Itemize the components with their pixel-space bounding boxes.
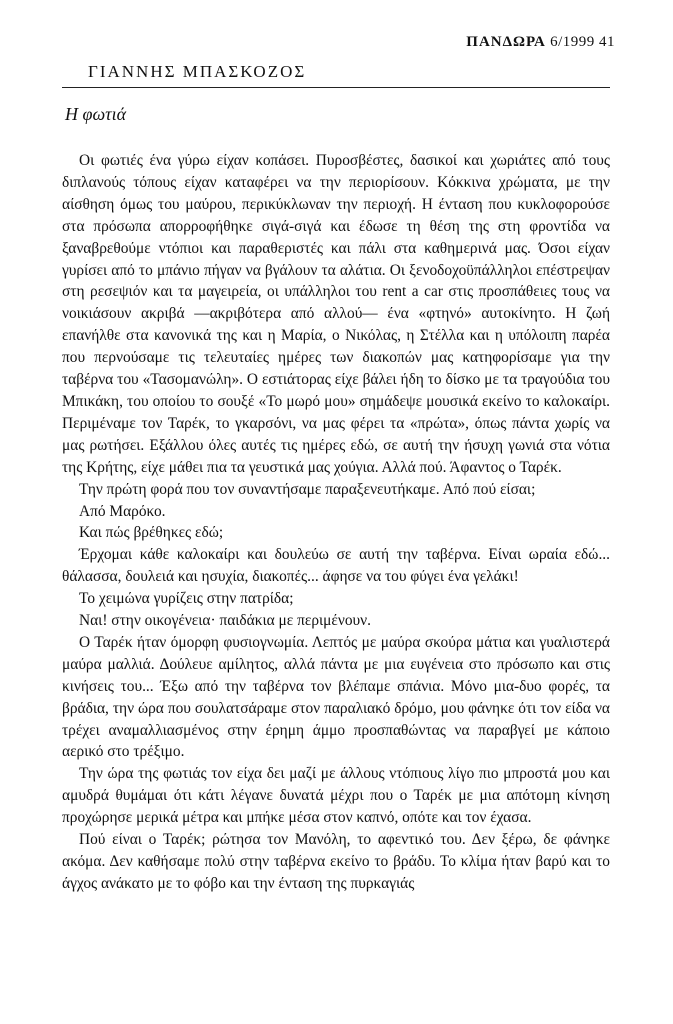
story-body (62, 150, 610, 895)
page-number: 41 (599, 34, 615, 50)
paragraph: Την πρώτη φορά που τον συναντήσαμε παραξενευτήκαμε. Από πού είσαι; (79, 480, 536, 498)
paragraph: Ο Ταρέκ ήταν όμορφη φυσιογνωμία. Λεπτός με μαύρα σκούρα μάτια και γυαλιστερά μαύρα μαλλιά. Δούλευε αμίλητος, αλλά πάντα με μια ευγένεια στο πρόσωπο και στις κινήσεις του... Έξω από την ταβέρνα τον βλέπαμε σπάνια. Μόνο μια-δυο φορές, τα βράδια, την ώρα που σουλατσάραμε στον παραλιακό δρόμο, μου φάνηκε ότι τον είδα να τρέχει αναμαλλιασμένος στην έρημη άμμο προσπαθώντας να παραβγεί με κάποιο αερικό στο τρέξιμο. (62, 633, 610, 761)
paragraph: Πού είναι ο Ταρέκ; ρώτησα τον Μανόλη, το αφεντικό του. Δεν ξέρω, δε φάνηκε ακόμα. Δεν καθήσαμε πολύ στην ταβέρνα εκείνο το βράδυ. Το κλίμα ήταν βαρύ και το άγχος ανάκατο με το φόβο και την ένταση της πυρκαγιάς (62, 831, 610, 892)
paragraph: Και πώς βρέθηκες εδώ; (79, 524, 224, 542)
author-name: ΓΙΑΝΝΗΣ ΜΠΑΣΚΟΖΟΣ (88, 62, 307, 81)
paragraph: Το χειμώνα γυρίζεις στην πατρίδα; (79, 590, 294, 608)
paragraph: Έρχομαι κάθε καλοκαίρι και δουλεύω σε αυτή την ταβέρνα. Είναι ωραία εδώ... θάλασσα, δουλειά και ησυχία, διακοπές... άφησε να του φύγει ένα γελάκι! (62, 546, 610, 586)
running-header (466, 34, 615, 51)
issue-number: 6/1999 (550, 34, 595, 50)
header-divider (62, 87, 610, 88)
magazine-name: ΠΑΝΔΩΡΑ (466, 34, 546, 50)
paragraph: Ναι! στην οικογένεια· παιδάκια με περιμένουν. (79, 612, 371, 630)
paragraph: Την ώρα της φωτιάς τον είχα δει μαζί με άλλους ντόπιους λίγο πιο μπροστά μου και αμυδρά θυμάμαι ότι κάτι λέγανε δυνατά μέχρι που ο Ταρέκ με μια απότομη κίνηση προχώρησε μερικά μέτρα και μπήκε μέσα στον καπνό, οπότε και τον έχασα. (62, 765, 610, 827)
paragraph: Από Μαρόκο. (79, 502, 166, 520)
story-title: Η φωτιά (65, 104, 127, 124)
paragraph: Οι φωτιές ένα γύρω είχαν κοπάσει. Πυροσβέστες, δασικοί και χωριάτες από τους διπλανούς τόπους είχαν καταφέρει να την περιορίσουν. Κόκκινα χρώματα, με την αίσθηση όμως του μαύρου, περικύκλωναν την περιοχή. Η ένταση που κυκλοφορούσε στα πρόσωπα απορροφήθηκε σιγά-σιγά και έδωσε τη θέση της στη φροντίδα να ξαναβρεθούμε ντόπιοι και παραθεριστές και πάλι στα καθημερινά μας. Όσοι είχαν γυρίσει από το μπάνιο πήγαν να βγάλουν τα αλάτια. Οι ξενοδοχοϋπάλληλοι επέστρεψαν στη ρεσεψιόν και τα μαγειρεία, οι υπάλληλοι του rent a car στις προσπάθειες τους να νοικιάσουν ακριβά —ακριβότερα από αλλού— ένα «φτηνό» αυτοκίνητο. Η ζωή επανήλθε στα κανονικά της και η Μαρία, ο Νικόλας, η Στέλλα και η υπόλοιπη παρέα που περνούσαμε τις τελευταίες ημέρες των διακοπών μας κατηφορίσαμε για την ταβέρνα του «Τασομανώλη». Ο εστιάτορας είχε βάλει ήδη το δίσκο με τα τραγούδια του Μπικάκη, του οποίου το σουξέ «Το μωρό μου» σημάδεψε μουσικά εκείνο το καλοκαίρι. Περιμέναμε τον Ταρέκ, το γκαρσόνι, να μας φέρει τα «πρώτα», όπως πάντα χωρίς να μας ρωτήσει. Εξάλλου όλες αυτές τις ημέρες εδώ, σε αυτή την ήσυχη γωνιά στα νότια της Κρήτης, είχε μάθει πια τα γευστικά μας χούγια. Αλλά πού. Άφαντος ο Ταρέκ. (62, 152, 610, 476)
